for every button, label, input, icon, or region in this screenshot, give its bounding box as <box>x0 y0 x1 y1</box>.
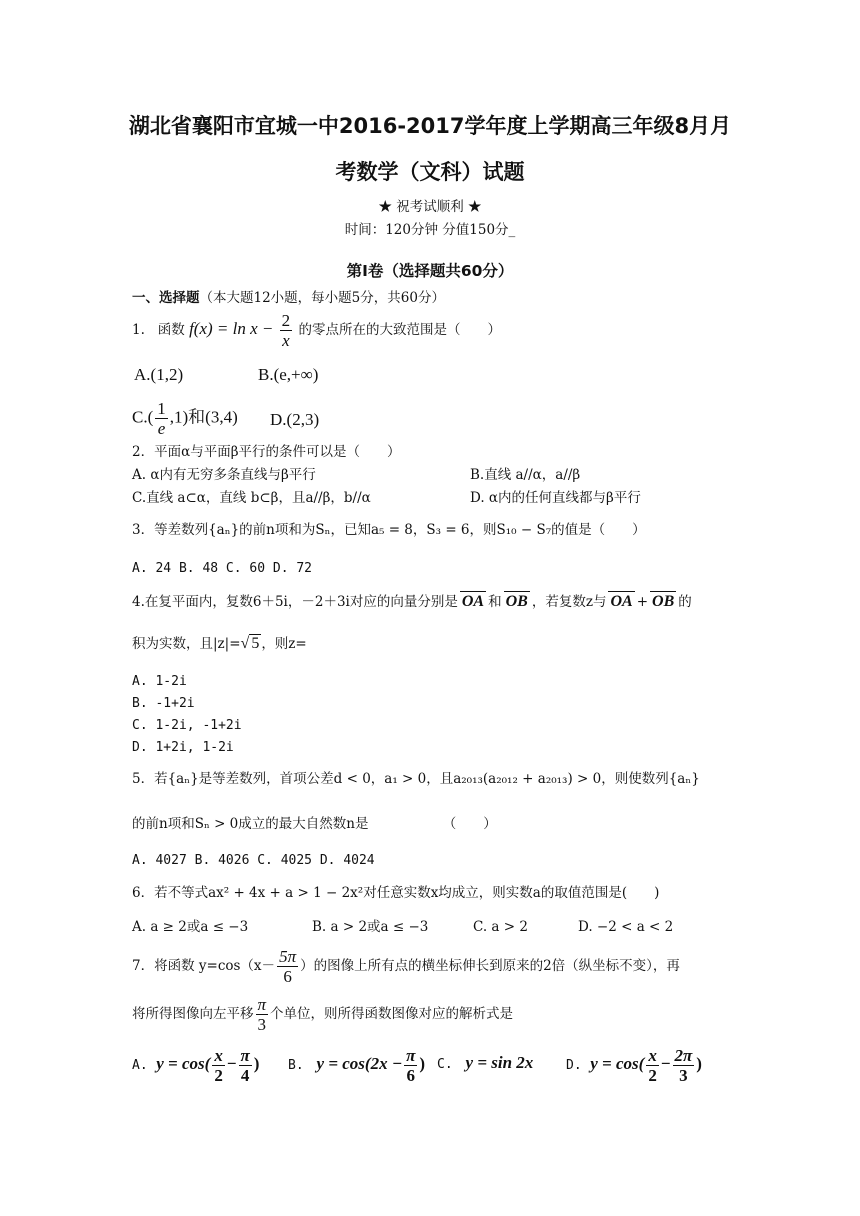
q7-optd-f1n: x <box>648 1046 657 1065</box>
q7-optc-expr: y = sin 2x <box>465 1053 534 1072</box>
q4-and: 和 <box>488 594 502 610</box>
q1-suffix: 的零点所在的大致范围是（ ） <box>298 322 501 338</box>
question-2-stem: 2．平面α与平面β平行的条件可以是（ ） <box>132 444 401 460</box>
q7-line2-pre: 将所得图像向左平移 <box>132 1006 254 1022</box>
q7-option-c <box>437 1053 533 1073</box>
q7-optb-fn: π <box>406 1046 416 1065</box>
q4-part1: 4.在复平面内，复数6＋5i，－2＋3i对应的向量分别是 <box>132 594 458 610</box>
question-4-line1 <box>132 591 692 611</box>
q7-optb-post: ) <box>419 1054 426 1073</box>
q1-optc-den: e <box>157 419 166 438</box>
q7-optb-label: B. <box>288 1058 304 1073</box>
q2-option-c: C.直线 a⊂α，直线 b⊂β，且a//β，b//α <box>132 490 371 506</box>
q7-option-d <box>566 1047 702 1084</box>
q4-part3: 的 <box>678 594 692 610</box>
q7-opta-f2d: 4 <box>240 1066 250 1085</box>
question-3-stem: 3．等差数列{aₙ}的前n项和为Sₙ，已知a₅ = 8，S₃ = 6，则S₁₀ − S₇的值是（ ） <box>132 522 646 538</box>
q1-prefix: 函数 <box>157 322 185 338</box>
part-label: 一、选择题 <box>132 290 200 306</box>
q7-line1-pre: 7．将函数 y=cos（x－ <box>132 958 276 974</box>
q7-opta-pre: y = cos( <box>156 1054 211 1073</box>
q1-optc-pre: C.( <box>132 407 154 427</box>
q7-optd-frac1 <box>646 1047 659 1084</box>
q7-optd-label: D. <box>566 1058 582 1073</box>
part-note: （本大题12小题，每小题5分，共60分） <box>199 290 445 306</box>
q3-options: A. 24 B. 48 C. 60 D. 72 <box>132 561 313 576</box>
q4-option-a: A. 1-2i <box>132 674 187 689</box>
section-heading: 第Ⅰ卷（选择题共60分） <box>346 262 514 280</box>
q7-optd-mid: − <box>660 1054 671 1073</box>
q7-frac1-num: 5π <box>279 947 297 966</box>
q1-optc-post: ,1)和(3,4) <box>169 407 238 427</box>
q7-optb-pre: y = cos(2x − <box>316 1054 403 1073</box>
q7-optc-label: C. <box>437 1057 453 1072</box>
q7-optd-f2d: 3 <box>679 1066 688 1085</box>
q6-option-a: A. a ≥ 2或a ≤ −3 <box>132 919 249 935</box>
q4-part2: ，若复数z与 <box>531 594 607 610</box>
q7-line1-post: ）的图像上所有点的横坐标伸长到原来的2倍（纵坐标不变），再 <box>300 958 680 974</box>
q4-line2-pre: 积为实数，且|z|= <box>132 636 241 652</box>
q7-optd-post: ) <box>696 1054 702 1073</box>
vector-ob: OB <box>505 593 528 610</box>
q7-optd-pre: y = cos( <box>590 1054 645 1073</box>
q7-opta-post: ) <box>253 1054 260 1073</box>
q1-optc-frac <box>155 400 168 437</box>
q5-options: A. 4027 B. 4026 C. 4025 D. 4024 <box>132 853 375 868</box>
q2-option-a: A. α内有无穷多条直线与β平行 <box>132 467 316 483</box>
question-6-stem: 6．若不等式ax² + 4x + a > 1 − 2x²对任意实数x均成立，则实数a的取值范围是( ) <box>132 885 660 901</box>
q7-optd-frac2 <box>673 1047 695 1084</box>
q7-frac2-num: π <box>257 995 267 1014</box>
q1-option-a: A.(1,2) <box>134 365 184 384</box>
q4-line2-post: ，则z= <box>261 636 307 652</box>
q1-fraction <box>280 312 293 349</box>
question-7-line1 <box>132 948 680 985</box>
q4-plus: + <box>636 594 649 610</box>
q1-option-c <box>132 400 238 437</box>
time-info: 时间：120分钟 分值150分_ <box>344 222 516 238</box>
q1-frac-den: x <box>282 331 290 350</box>
vector-ob-2: OB <box>652 593 675 610</box>
q7-line2-post: 个单位，则所得函数图像对应的解析式是 <box>270 1006 514 1022</box>
q7-option-b <box>288 1047 425 1084</box>
q7-optd-f1d: 2 <box>648 1066 657 1085</box>
q6-option-d: D. −2 < a < 2 <box>578 919 674 935</box>
q7-opta-f2n: π <box>240 1046 250 1065</box>
q7-opta-frac2 <box>239 1047 252 1084</box>
q7-optb-frac <box>404 1047 417 1084</box>
q7-optd-f2n: 2π <box>674 1046 693 1065</box>
question-1-stem <box>132 312 501 349</box>
q1-optc-num: 1 <box>157 399 166 418</box>
q7-frac-pi-3 <box>256 996 269 1033</box>
question-5-line1: 5．若{aₙ}是等差数列，首项公差d < 0，a₁ > 0，且a₂₀₁₃(a₂₀₁₂ + a₂₀₁₃) > 0，则使数列{aₙ} <box>132 771 700 787</box>
q7-opta-f1d: 2 <box>214 1066 223 1085</box>
q6-option-c: C. a > 2 <box>473 919 528 935</box>
q4-option-b: B. -1+2i <box>132 696 195 711</box>
exam-title-line1: 湖北省襄阳市宜城一中2016-2017学年度上学期高三年级8月月 <box>128 114 732 138</box>
q1-option-b: B.(e,+∞) <box>258 365 319 384</box>
blessing-line: ★ 祝考试顺利 ★ <box>378 199 482 215</box>
question-5-line2: 的前n项和Sₙ > 0成立的最大自然数n是 （ ） <box>132 816 497 832</box>
q1-option-d: D.(2,3) <box>270 410 320 429</box>
question-7-line2 <box>132 996 513 1033</box>
q1-frac-num: 2 <box>281 311 291 330</box>
q1-number: 1. <box>132 322 145 338</box>
q7-frac-5pi-6 <box>277 948 298 985</box>
sqrt-radicand: 5 <box>251 635 260 652</box>
q4-option-c: C. 1-2i, -1+2i <box>132 718 242 733</box>
vector-oa-2: OA <box>610 593 633 610</box>
q7-opta-frac1 <box>212 1047 225 1084</box>
q7-frac2-den: 3 <box>257 1015 267 1034</box>
q7-option-a <box>132 1047 259 1084</box>
vector-oa: OA <box>461 593 485 610</box>
q7-frac1-den: 6 <box>283 967 292 986</box>
question-4-line2 <box>132 634 307 653</box>
q7-opta-mid: − <box>226 1054 237 1073</box>
q7-opta-label: A. <box>132 1058 148 1073</box>
q7-opta-f1n: x <box>214 1046 223 1065</box>
q6-option-b: B. a > 2或a ≤ −3 <box>312 919 429 935</box>
part-heading <box>132 290 445 306</box>
q1-function: f(x) = ln x − <box>189 319 274 338</box>
q2-option-b: B.直线 a//α，a//β <box>470 467 581 483</box>
exam-title-line2: 考数学（文科）试题 <box>335 160 525 184</box>
q4-option-d: D. 1+2i, 1-2i <box>132 740 234 755</box>
sqrt-5: √ 5 <box>240 635 260 652</box>
q7-optb-fd: 6 <box>406 1066 416 1085</box>
q2-option-d: D. α内的任何直线都与β平行 <box>470 490 641 506</box>
